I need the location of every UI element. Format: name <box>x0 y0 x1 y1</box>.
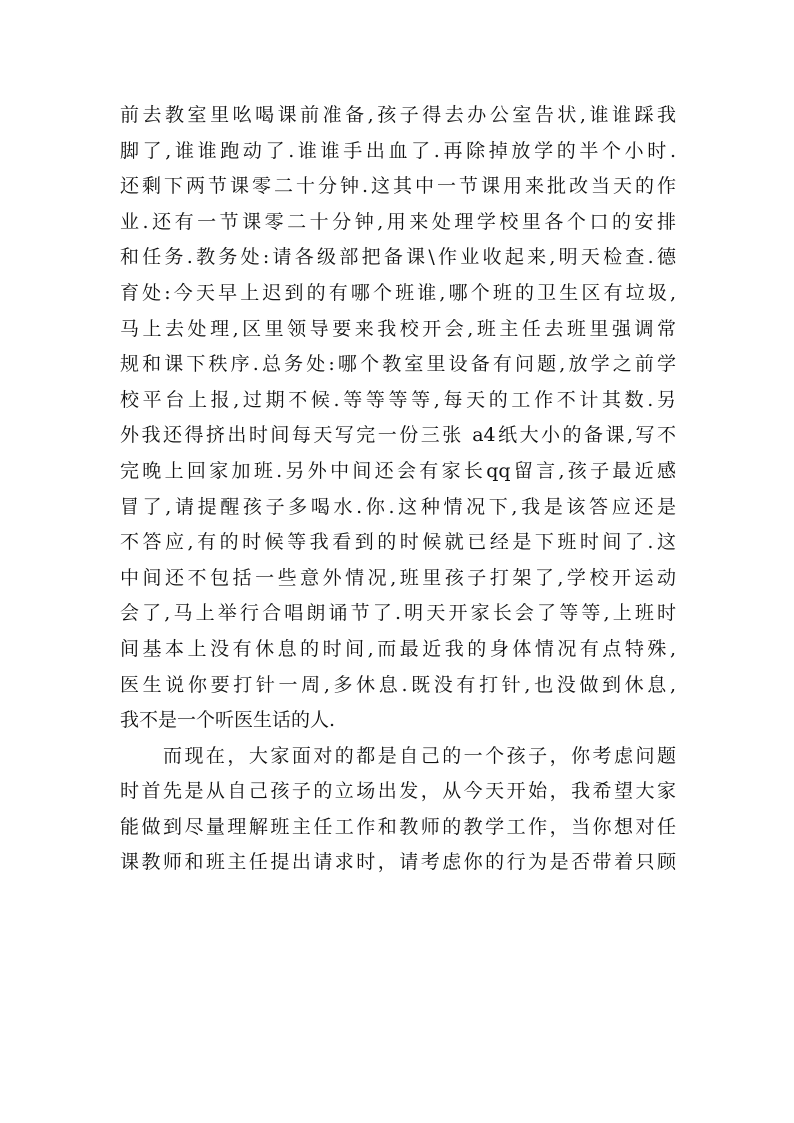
document-body <box>120 98 676 881</box>
text-line: 育处:今天早上迟到的有哪个班谁,哪个班的卫生区有垃圾, <box>120 281 676 304</box>
text-line: 而现在，大家面对的都是自己的一个孩子，你考虑问题 <box>120 744 676 767</box>
text-line: 会了,马上举行合唱朗诵节了.明天开家长会了等等,上班时 <box>120 602 676 625</box>
text-line: 马上去处理,区里领导要来我校开会,班主任去班里强调常 <box>120 317 676 340</box>
text-line: 我不是一个听医生话的人. <box>120 709 336 732</box>
text-line: 外我还得挤出时间每天写完一份三张 a4纸大小的备课,写不 <box>120 424 676 447</box>
text-line: 冒了,请提醒孩子多喝水.你.这种情况下,我是该答应还是 <box>120 495 676 518</box>
text-line: 校平台上报,过期不候.等等等等,每天的工作不计其数.另 <box>120 388 676 411</box>
paragraph-1 <box>120 98 676 739</box>
text-line: 规和课下秩序.总务处:哪个教室里设备有问题,放学之前学 <box>120 353 676 376</box>
text-line: 完晚上回家加班.另外中间还会有家长qq留言,孩子最近感 <box>120 459 676 482</box>
text-line: 前去教室里吆喝课前准备,孩子得去办公室告状,谁谁踩我 <box>120 104 676 126</box>
text-line: 中间还不包括一些意外情况,班里孩子打架了,学校开运动 <box>120 566 676 589</box>
text-line: 脚了,谁谁跑动了.谁谁手出血了.再除掉放学的半个小时. <box>120 139 676 162</box>
paragraph-2 <box>120 739 676 881</box>
text-line: 能做到尽量理解班主任工作和教师的教学工作，当你想对任 <box>120 815 676 838</box>
text-line: 时首先是从自己孩子的立场出发，从今天开始，我希望大家 <box>120 780 676 803</box>
text-line: 和任务.教务处:请各级部把备课\作业收起来,明天检查.德 <box>120 246 676 269</box>
text-line: 间基本上没有休息的时间,而最近我的身体情况有点特殊, <box>120 637 676 660</box>
text-line: 还剩下两节课零二十分钟.这其中一节课用来批改当天的作 <box>120 175 676 198</box>
text-line: 医生说你要打针一周,多休息.既没有打针,也没做到休息, <box>120 673 676 696</box>
text-line: 课教师和班主任提出请求时，请考虑你的行为是否带着只顾 <box>120 851 676 874</box>
text-line: 业.还有一节课零二十分钟,用来处理学校里各个口的安排 <box>120 210 676 233</box>
text-line: 不答应,有的时候等我看到的时候就已经是下班时间了.这 <box>120 531 676 554</box>
